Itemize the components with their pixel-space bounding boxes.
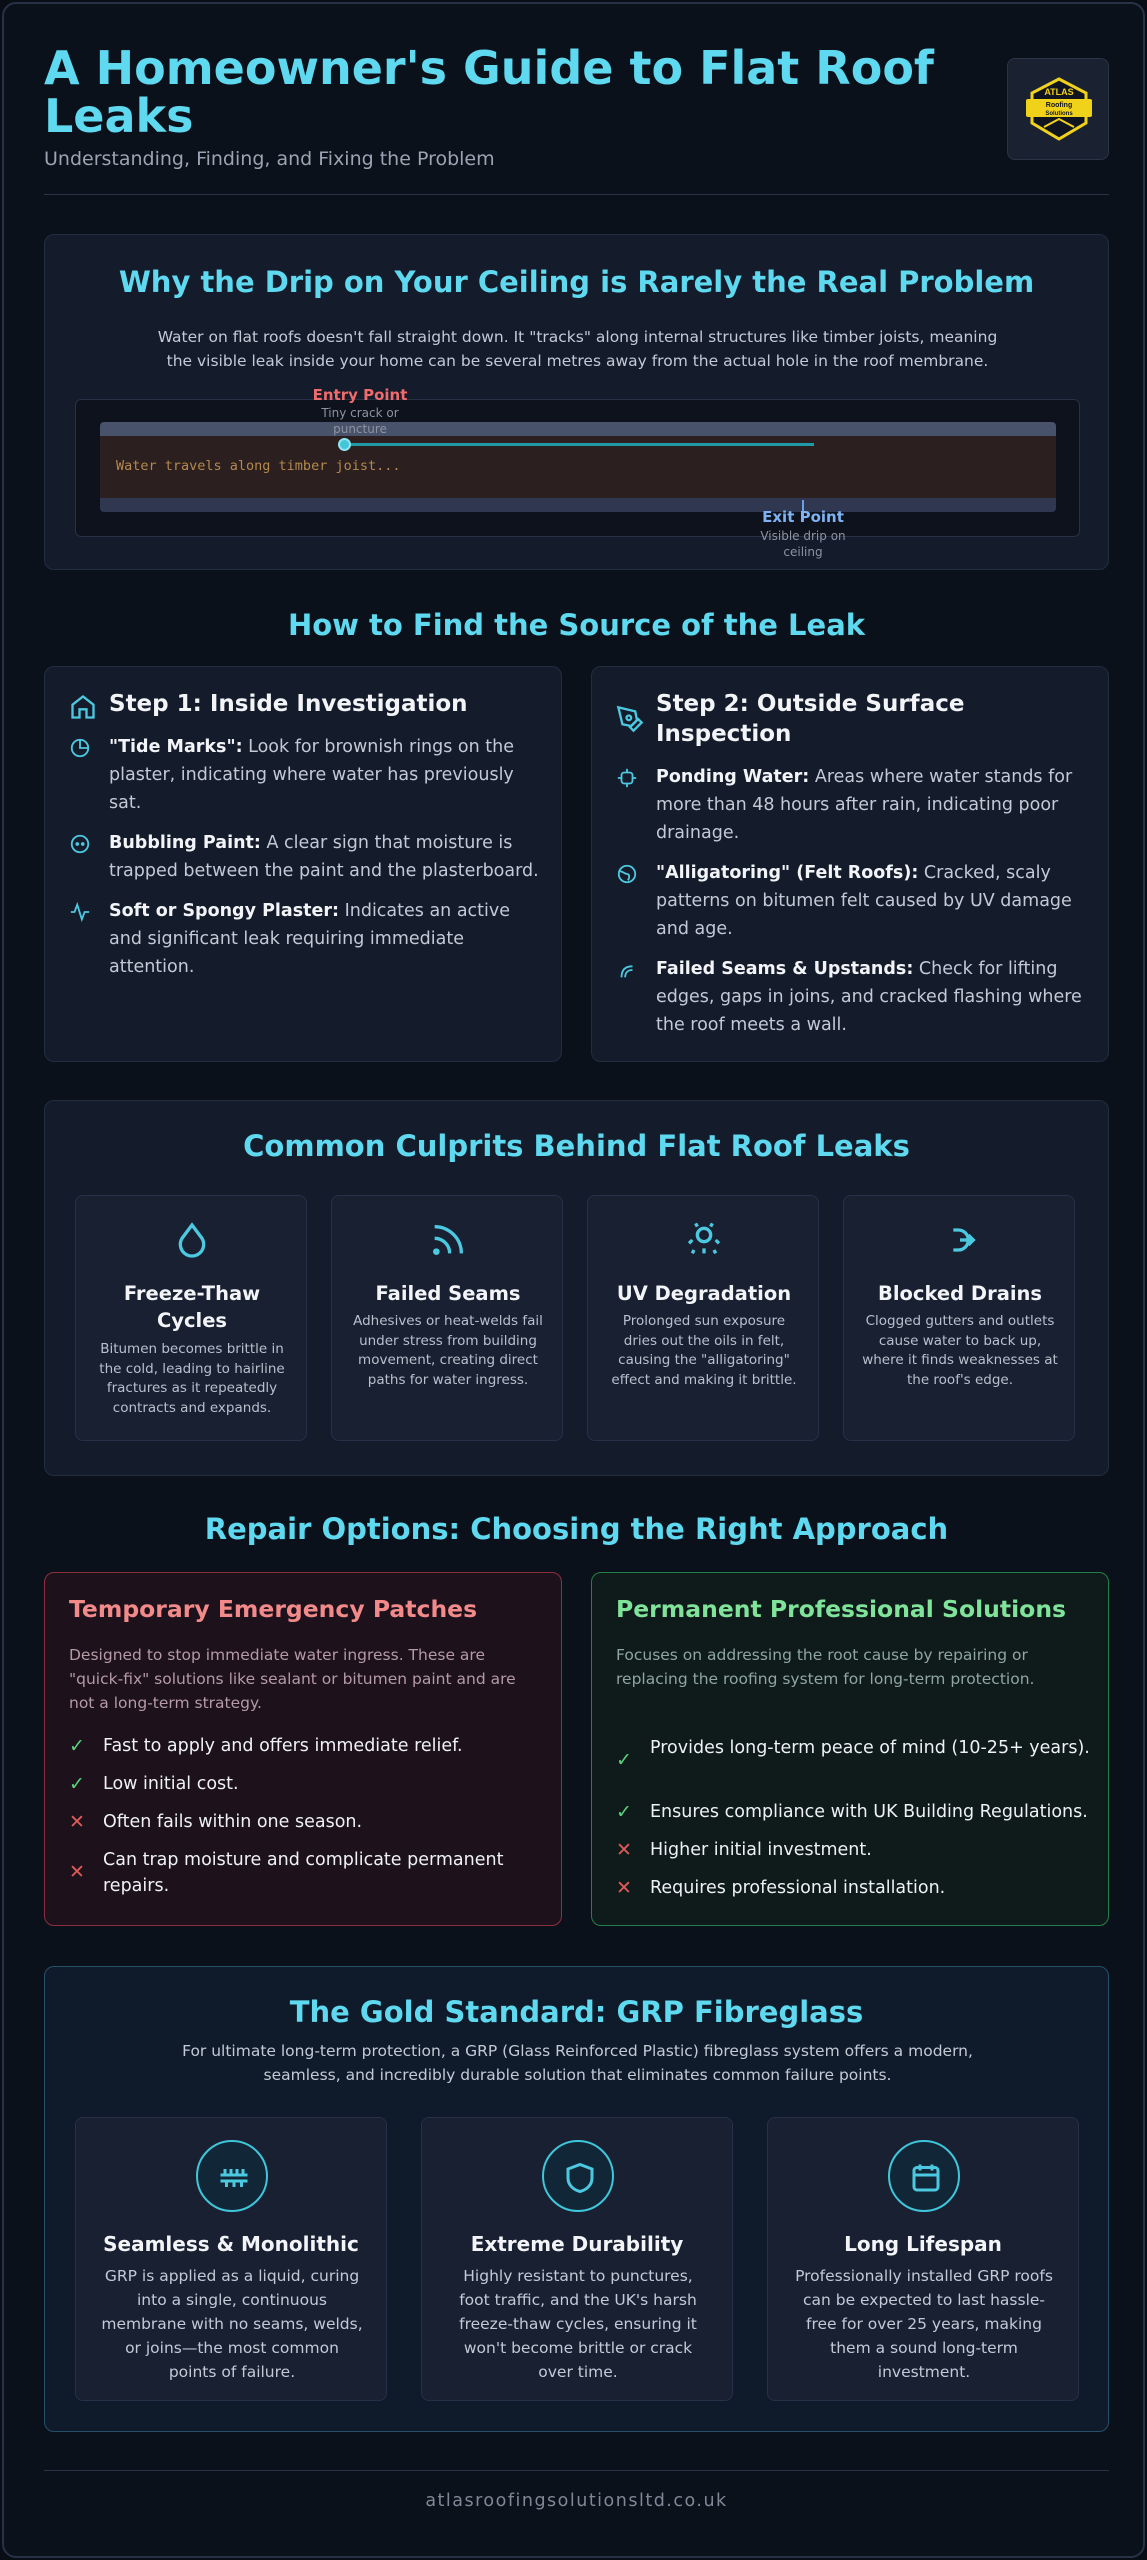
- grp-feature-desc: GRP is applied as a liquid, curing into a single, continuous membrane with no seams, welds, or joins—the most common points of failure.: [101, 2267, 363, 2381]
- grp-feature-card: [421, 2117, 733, 2401]
- culprit-title: Freeze-Thaw Cycles: [123, 1282, 261, 1332]
- step1-item-label: "Tide Marks":: [109, 737, 243, 757]
- leak-diagram: [75, 386, 1080, 559]
- water-track-line: [344, 443, 814, 446]
- check-icon: ✓: [616, 1801, 632, 1823]
- culprit-desc: Bitumen becomes brittle in the cold, leading to hairline fractures as it repeatedly contracts and expands.: [99, 1341, 285, 1416]
- x-icon: ✕: [69, 1811, 85, 1833]
- grp-feature-card: [75, 2117, 387, 2401]
- step1-title: Step 1: Inside Investigation: [109, 691, 468, 717]
- entry-point-desc: Tiny crack or puncture: [321, 406, 399, 436]
- header-divider: [44, 194, 1109, 195]
- step1-item-label: Bubbling Paint:: [109, 833, 261, 853]
- step2-title: Step 2: Outside Surface Inspection: [656, 691, 965, 747]
- droplet-icon: [172, 1220, 212, 1260]
- step2-item: [616, 859, 1086, 943]
- permanent-pro-item: ✓ Provides long-term peace of mind (10-25+ years).: [616, 1738, 1090, 1771]
- rss-icon: [428, 1220, 468, 1260]
- entry-point-label: Entry Point: [312, 386, 408, 404]
- check-icon: ✓: [69, 1735, 85, 1757]
- grp-intro: For ultimate long-term protection, a GRP (Glass Reinforced Plastic) fibreglass system offers a modern, seamless, and incredibly durable solution that eliminates common failure points.: [182, 2042, 973, 2084]
- permanent-con-item: ✕ Higher initial investment.: [616, 1839, 872, 1861]
- temporary-con-item: ✕ Often fails within one season.: [69, 1811, 363, 1833]
- footer-website[interactable]: atlasroofingsolutionsltd.co.uk: [425, 2491, 728, 2511]
- globe-icon: [616, 863, 638, 885]
- step2-item-label: "Alligatoring" (Felt Roofs):: [656, 863, 919, 883]
- page-title: A Homeowner's Guide to Flat Roof Leaks: [44, 41, 934, 143]
- temporary-pro-item: ✓ Fast to apply and offers immediate relief.: [69, 1735, 463, 1757]
- culprits-title: Common Culprits Behind Flat Roof Leaks: [243, 1129, 910, 1163]
- check-icon: ✓: [69, 1773, 85, 1795]
- x-icon: ✕: [616, 1877, 632, 1899]
- header: [44, 41, 1109, 194]
- exit-point-label: Exit Point: [762, 508, 844, 526]
- puddle-icon: [616, 767, 638, 789]
- repair-title: Repair Options: Choosing the Right Approach: [204, 1512, 949, 1546]
- culprit-desc: Adhesives or heat-welds fail under stress from building movement, creating direct paths for water ingress.: [353, 1313, 543, 1388]
- seam-icon: [616, 959, 638, 981]
- page-frame: [2, 2, 1145, 2558]
- culprit-desc: Clogged gutters and outlets cause water to back up, where it finds weaknesses at the roof's edge.: [862, 1313, 1058, 1388]
- sun-icon: [684, 1220, 724, 1260]
- x-icon: ✕: [69, 1861, 85, 1883]
- home-icon: [69, 693, 97, 721]
- step1-item-text: Indicates an active and significant leak requiring immediate attention.: [109, 901, 511, 977]
- step2-card: [591, 666, 1109, 1062]
- drip-intro: Water on flat roofs doesn't fall straight down. It "tracks" along internal structures like timber joists, meaning the visible leak inside your home can be several metres away from the actual hole in the roof membrane.: [157, 328, 998, 370]
- check-icon: ✓: [616, 1749, 632, 1771]
- step2-item: [616, 955, 1086, 1039]
- temporary-desc: Designed to stop immediate water ingress. These are "quick-fix" solutions like sealant or bitumen paint and are not a long-term strategy.: [69, 1646, 516, 1712]
- shield-icon: [542, 2140, 614, 2212]
- permanent-con-item: ✕ Requires professional installation.: [616, 1877, 946, 1899]
- logo-text-atlas: ATLAS: [1044, 87, 1074, 97]
- culprit-card: [331, 1195, 563, 1441]
- step2-item: [616, 763, 1086, 847]
- step1-card: [44, 666, 562, 1062]
- temporary-title: Temporary Emergency Patches: [69, 1595, 478, 1623]
- step2-item-text: Check for lifting edges, gaps in joins, and cracked flashing where the roof meets a wall.: [656, 959, 1082, 1035]
- page-subtitle: Understanding, Finding, and Fixing the Problem: [44, 148, 495, 170]
- step1-item: [69, 829, 539, 885]
- membrane-icon: [196, 2140, 268, 2212]
- step1-item-text: Look for brownish rings on the plaster, indicating where water has previously sat.: [109, 737, 515, 813]
- drip-title: Why the Drip on Your Ceiling is Rarely the Real Problem: [118, 265, 1035, 299]
- temporary-con-item: ✕ Can trap moisture and complicate permanent repairs.: [69, 1850, 504, 1896]
- step1-item-label: Soft or Spongy Plaster:: [109, 901, 339, 921]
- grp-feature-card: [767, 2117, 1079, 2401]
- find-title: How to Find the Source of the Leak: [287, 608, 866, 642]
- grp-feature-title: Extreme Durability: [470, 2232, 684, 2256]
- temporary-patches-card: [44, 1572, 562, 1926]
- culprit-card: [843, 1195, 1075, 1441]
- calendar-icon: [888, 2140, 960, 2212]
- culprit-title: Failed Seams: [375, 1282, 521, 1305]
- culprit-title: Blocked Drains: [877, 1282, 1043, 1305]
- permanent-title: Permanent Professional Solutions: [616, 1595, 1067, 1623]
- joist-label: Water travels along timber joist...: [116, 458, 401, 474]
- grp-title: The Gold Standard: GRP Fibreglass: [289, 1995, 864, 2029]
- step2-item-label: Ponding Water:: [656, 767, 810, 787]
- grp-section: [44, 1966, 1109, 2432]
- culprit-title: UV Degradation: [616, 1282, 792, 1305]
- grp-feature-desc: Highly resistant to punctures, foot traffic, and the UK's harsh freeze-thaw cycles, ensuring it won't become brittle or crack over time.: [459, 2267, 697, 2381]
- step1-item-text: A clear sign that moisture is trapped between the paint and the plasterboard.: [109, 833, 539, 881]
- culprit-card: [75, 1195, 307, 1441]
- culprit-card: [587, 1195, 819, 1441]
- step1-item: [69, 733, 539, 817]
- step1-item: [69, 897, 539, 981]
- entry-point-marker: [338, 438, 351, 451]
- permanent-solutions-card: [591, 1572, 1109, 1926]
- grp-feature-title: Long Lifespan: [844, 2232, 1002, 2256]
- grp-feature-desc: Professionally installed GRP roofs can be expected to last hassle-free for over 25 years, making them a sound long-term investment.: [795, 2267, 1053, 2381]
- temporary-pro-item: ✓ Low initial cost.: [69, 1773, 239, 1795]
- ceiling: [100, 498, 1056, 512]
- roof-membrane: [100, 422, 1056, 436]
- culprit-desc: Prolonged sun exposure dries out the oils in felt, causing the "alligatoring" effect and making it brittle.: [611, 1313, 797, 1388]
- pie-chart-icon: [69, 737, 91, 759]
- exit-point-desc: Visible drip on ceiling: [760, 529, 846, 559]
- step2-item-text: Cracked, scaly patterns on bitumen felt caused by UV damage and age.: [656, 863, 1072, 939]
- company-logo: [1007, 58, 1109, 160]
- logo-text-solutions: Solutions: [1045, 111, 1073, 117]
- culprits-section: [44, 1100, 1109, 1476]
- permanent-pro-item: ✓ Ensures compliance with UK Building Regulations.: [616, 1801, 1088, 1823]
- step2-item-text: Areas where water stands for more than 48 hours after rain, indicating poor drainage.: [656, 767, 1073, 843]
- logo-text-roofing: Roofing: [1045, 102, 1073, 109]
- merge-icon: [940, 1220, 980, 1260]
- permanent-desc: Focuses on addressing the root cause by repairing or replacing the roofing system for long-term protection.: [616, 1646, 1035, 1688]
- grp-feature-title: Seamless & Monolithic: [103, 2232, 359, 2256]
- pen-tool-icon: [616, 705, 644, 733]
- drip-section: [44, 234, 1109, 570]
- step2-item-label: Failed Seams & Upstands:: [656, 959, 914, 979]
- activity-icon: [69, 901, 91, 923]
- x-icon: ✕: [616, 1839, 632, 1861]
- bubble-icon: [69, 833, 91, 855]
- footer-divider: [44, 2470, 1109, 2471]
